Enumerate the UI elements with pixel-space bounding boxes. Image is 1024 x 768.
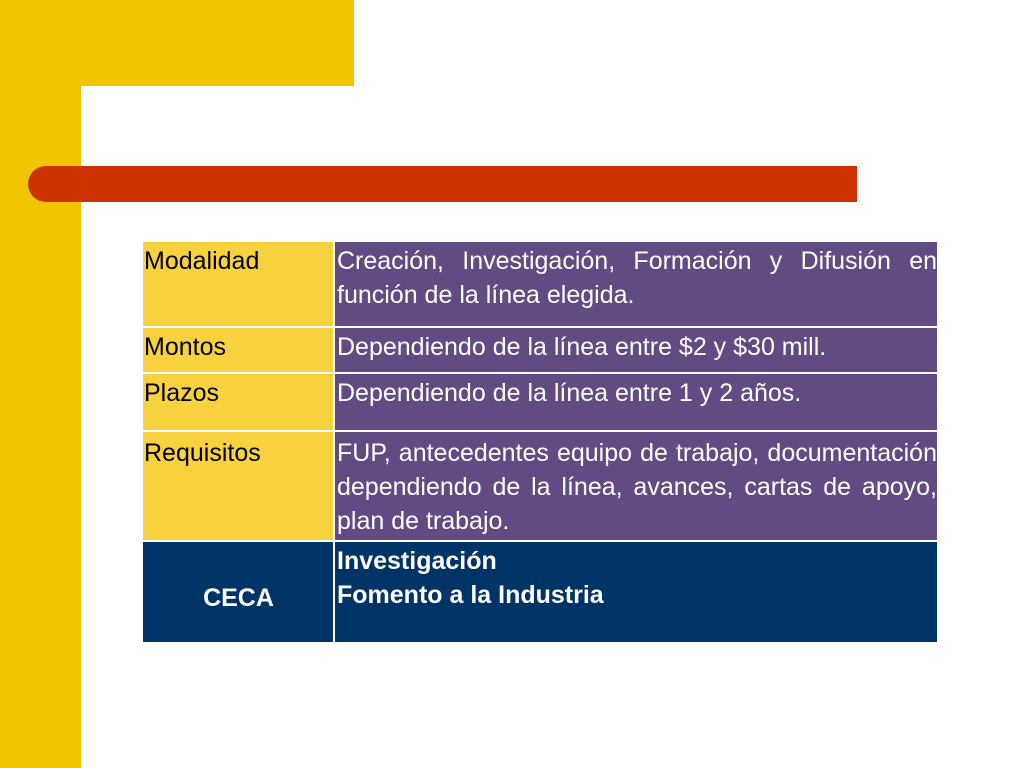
- row-label-modalidad: Modalidad: [142, 241, 334, 327]
- row-value-plazos: Dependiendo de la línea entre 1 y 2 años.: [334, 373, 938, 431]
- row-label-plazos: Plazos: [142, 373, 334, 431]
- table-row-ceca: [142, 541, 938, 643]
- yellow-left-band: [0, 0, 81, 768]
- row-label-montos: Montos: [142, 327, 334, 373]
- row-label-requisitos: Requisitos: [142, 431, 334, 541]
- row-value-modalidad: Creación, Investigación, Formación y Difusión en función de la línea elegida.: [334, 241, 938, 327]
- row-value-requisitos: FUP, antecedentes equipo de trabajo, documentación dependiendo de la línea, avances, cartas de apoyo, plan de trabajo.: [334, 431, 938, 541]
- ceca-value: [334, 541, 938, 643]
- table-row: [142, 431, 938, 541]
- row-value-montos: Dependiendo de la línea entre $2 y $30 mill.: [334, 327, 938, 373]
- info-table: [141, 240, 939, 644]
- ceca-line-fomento: Fomento a la Industria: [337, 581, 604, 609]
- table-row: [142, 327, 938, 373]
- red-title-bar: [28, 166, 857, 202]
- ceca-label: CECA: [142, 541, 334, 643]
- content-corner: [81, 86, 161, 166]
- ceca-line-investigacion: Investigación: [337, 547, 497, 575]
- table-row: [142, 373, 938, 431]
- table-row: [142, 241, 938, 327]
